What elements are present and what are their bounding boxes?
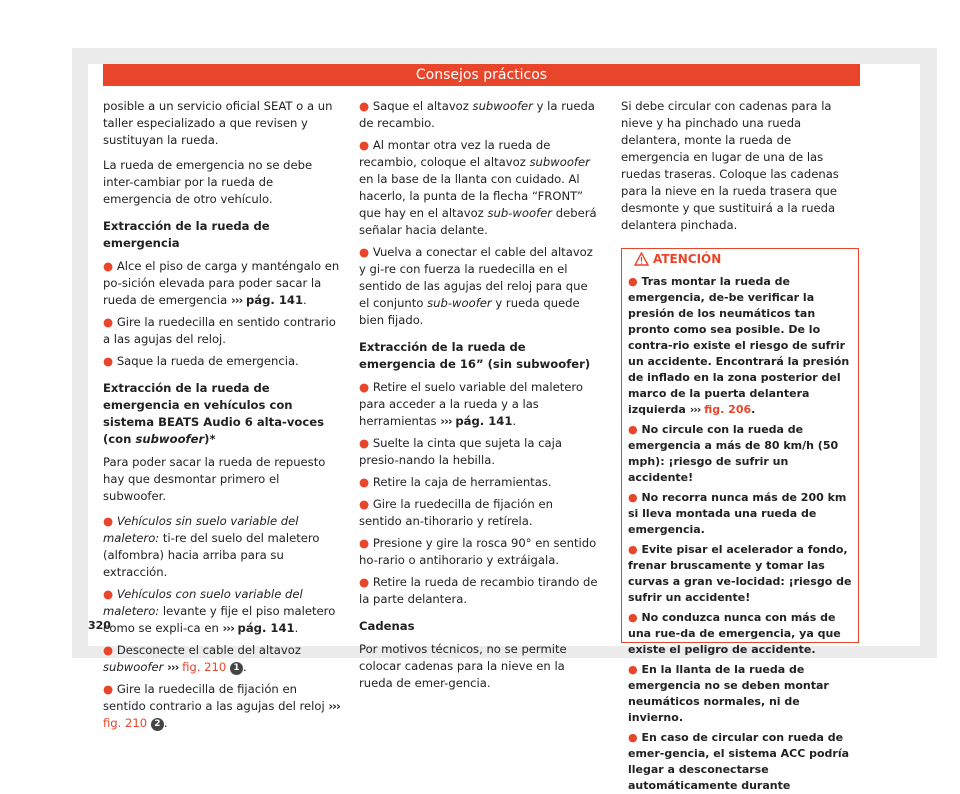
- bullet-icon: ●: [359, 475, 370, 489]
- page-link[interactable]: pág. 141: [245, 293, 304, 307]
- bullet-icon: ●: [359, 99, 370, 113]
- bullet-icon: ●: [359, 138, 370, 152]
- list-item: ● Retire el suelo variable del maletero para acceder a la rueda y a las herramientas ››› pág. 141.: [359, 380, 584, 428]
- bullet-icon: ●: [628, 423, 638, 436]
- warning-item: ● Tras montar la rueda de emergencia, de-be verificar la presión de los neumáticos tan pronto como sea posible. De lo contra-rio existe el riesgo de sufrir un accidente. Encontrará la presión de inflado en la zona posterior del marco de la puerta delantera izquierda ››› fig. 206.: [628, 275, 850, 416]
- warning-item: ● En la llanta de la rueda de emergencia no se deben montar neumáticos normales, ni de invierno.: [628, 663, 829, 724]
- bullet-icon: ●: [359, 497, 370, 511]
- list-item: ● Retire la caja de herramientas.: [359, 475, 552, 489]
- list-item: ● Gire la ruedecilla en sentido contrario a las agujas del reloj.: [103, 315, 336, 346]
- bullet-icon: ●: [628, 731, 638, 744]
- section-header: Consejos prácticos: [103, 64, 860, 86]
- bullet-icon: ●: [628, 491, 638, 504]
- list-item: ● Alce el piso de carga y manténgalo en po-sición elevada para poder sacar la rueda de emergencia ››› pág. 141.: [103, 259, 340, 307]
- figure-link[interactable]: fig. 210: [182, 660, 227, 674]
- figure-link[interactable]: fig. 206: [704, 403, 752, 416]
- bullet-icon: ●: [628, 275, 638, 288]
- warning-icon: [634, 252, 649, 266]
- list-item: ● Retire la rueda de recambio tirando de la parte delantera.: [359, 575, 598, 606]
- bullet-icon: ●: [359, 380, 370, 394]
- warning-title: ATENCIÓN: [634, 251, 858, 268]
- page-number: 320: [88, 619, 111, 632]
- bullet-icon: ●: [103, 354, 114, 368]
- heading-chains: Cadenas: [359, 619, 415, 633]
- list-item: ● Vehículos con suelo variable del maletero: levante y fije el piso maletero como se expli-ca en ››› pág. 141.: [103, 587, 336, 635]
- bullet-icon: ●: [359, 436, 370, 450]
- warning-item: ● Evite pisar el acelerador a fondo, frenar bruscamente y tomar las curvas a gran ve-locidad: ¡riesgo de sufrir un accidente!: [628, 543, 852, 604]
- bullet-icon: ●: [103, 643, 114, 657]
- bullet-icon: ●: [628, 611, 638, 624]
- bullet-icon: ●: [359, 536, 370, 550]
- heading-beats: Extracción de la rueda de emergencia en vehículos con sistema BEATS Audio 6 alta-voces (con subwoofer)*: [103, 381, 324, 446]
- bullet-icon: ●: [103, 587, 114, 601]
- page-link[interactable]: pág. 141: [237, 621, 295, 635]
- paragraph: Si debe circular con cadenas para la nieve y ha pinchado una rueda delantera, monte la rueda de emergencia en lugar de una de las ruedas traseras. Coloque las cadenas para la nieve en la rueda trasera que desmonte y que sustituirá a la rueda delantera pinchada.: [621, 99, 839, 232]
- heading-16-inch: Extracción de la rueda de emergencia de 16” (sin subwoofer): [359, 340, 591, 371]
- callout-number: 2: [151, 718, 164, 731]
- warning-item: ● En caso de circular con rueda de emer-gencia, el sistema ACC podría llegar a desconectarse automáticamente durante: [628, 731, 850, 792]
- list-item: ● Suelte la cinta que sujeta la caja presio-nando la hebilla.: [359, 436, 562, 467]
- list-item: ● Desconecte el cable del altavoz subwoofer ››› fig. 210 1 .: [103, 643, 301, 674]
- list-item: ● Gire la ruedecilla de fijación en sentido an-tihorario y retírela.: [359, 497, 553, 528]
- bullet-icon: ●: [628, 543, 638, 556]
- list-item: ● Saque el altavoz subwoofer y la rueda de recambio.: [359, 99, 595, 130]
- bullet-icon: ●: [103, 514, 114, 528]
- list-item: ● Gire la ruedecilla de fijación en sentido contrario a las agujas del reloj ››› fig. 210 2 .: [103, 682, 340, 730]
- column-1: [103, 98, 343, 737]
- bullet-icon: ●: [359, 245, 370, 259]
- paragraph: posible a un servicio oficial SEAT o a un taller especializado a que revisen y sustituyan la rueda.: [103, 99, 333, 147]
- bullet-icon: ●: [103, 259, 114, 273]
- paragraph: Por motivos técnicos, no se permite colocar cadenas para la nieve en la rueda de emer-gencia.: [359, 642, 567, 690]
- page-link[interactable]: pág. 141: [455, 414, 513, 428]
- column-2: [359, 98, 599, 700]
- heading-spare-wheel: Extracción de la rueda de emergencia: [103, 219, 270, 250]
- list-item: ● Vuelva a conectar el cable del altavoz y gi-re con fuerza la ruedecilla en el sentido de las agujas del reloj para que el conjunto sub-woofer y rueda quede bien fijado.: [359, 245, 593, 327]
- warning-box: [621, 248, 859, 792]
- column-3: [621, 98, 859, 792]
- list-item: ● Presione y gire la rosca 90° en sentido ho-rario o antihorario y extráigala.: [359, 536, 597, 567]
- callout-number: 1: [230, 662, 243, 675]
- list-item: ● Al montar otra vez la rueda de recambio, coloque el altavoz subwoofer en la base de la llanta con cuidado. Al hacerlo, la punta de la flecha “FRONT” que hay en el altavoz sub-woofer deberá señalar hacia delante.: [359, 138, 597, 237]
- warning-item: ● No circule con la rueda de emergencia a más de 80 km/h (50 mph): ¡riesgo de sufrir un accidente!: [628, 423, 839, 484]
- list-item: ● Saque la rueda de emergencia.: [103, 354, 299, 368]
- warning-item: ● No conduzca nunca con más de una rue-da de emergencia, ya que existe el peligro de accidente.: [628, 611, 841, 656]
- bullet-icon: ●: [103, 315, 114, 329]
- bullet-icon: ●: [359, 575, 370, 589]
- warning-item: ● No recorra nunca más de 200 km si lleva montada una rueda de emergencia.: [628, 491, 847, 536]
- paragraph: La rueda de emergencia no se debe inter-cambiar por la rueda de emergencia de otro vehículo.: [103, 158, 313, 206]
- paragraph: Para poder sacar la rueda de repuesto hay que desmontar primero el subwoofer.: [103, 455, 326, 503]
- figure-link[interactable]: fig. 210: [103, 716, 148, 730]
- bullet-icon: ●: [628, 663, 638, 676]
- bullet-icon: ●: [103, 682, 114, 696]
- list-item: ● Vehículos sin suelo variable del maletero: ti-re del suelo del maletero (alfombra) hacia arriba para su extracción.: [103, 514, 320, 579]
